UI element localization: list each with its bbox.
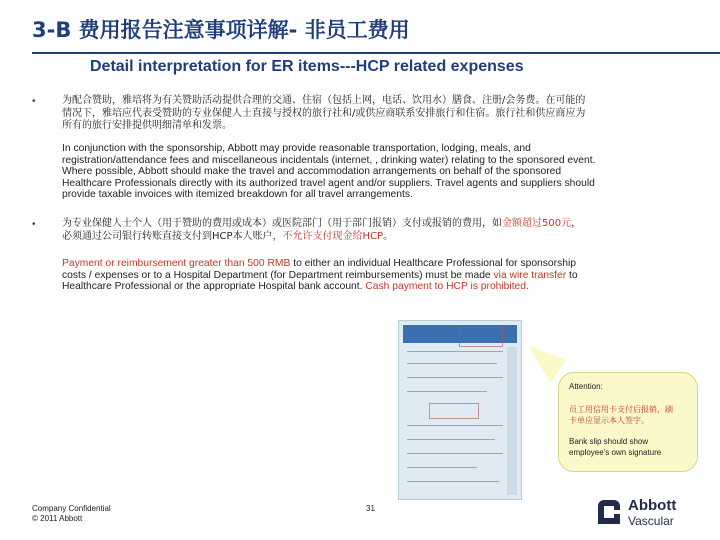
attention-callout — [558, 372, 698, 472]
en-line: In conjunction with the sponsorship, Abbott may provide reasonable transportation, lodging, meals, and — [62, 143, 531, 154]
receipt-rule — [407, 425, 503, 426]
zh-line — [62, 218, 702, 231]
bullet-marker: • — [32, 219, 36, 230]
abbott-vascular-logo — [596, 496, 706, 530]
abbott-logo-icon — [596, 498, 622, 526]
receipt-rule — [407, 363, 497, 364]
callout-title: Attention: — [569, 382, 603, 391]
logo-division: Vascular — [628, 514, 674, 528]
callout-pointer — [518, 337, 567, 383]
en-text: to either an individual Healthcare Professional for sponsorship — [290, 258, 576, 269]
zh-text: 为专业保健人士个人（用于赞助的费用或成本）或医院部门（用于部门报销）支付或报销的费用，如 — [62, 218, 502, 229]
callout-english-note: employee's own signature — [569, 448, 662, 457]
highlight-wire-transfer: via wire transfer — [493, 269, 567, 281]
bullet-marker: • — [32, 96, 36, 107]
callout-chinese-note: 员工用信用卡支付后报销，刷 — [569, 405, 673, 414]
receipt-stamp — [429, 403, 479, 419]
footer-confidential — [32, 504, 111, 524]
bullet-2-chinese-text — [62, 218, 702, 243]
copyright-label: © 2011 Abbott — [32, 514, 83, 523]
receipt-rule — [407, 467, 477, 468]
receipt-rule — [407, 439, 495, 440]
title-divider — [32, 52, 720, 54]
bullet-1-english-text — [62, 143, 702, 201]
en-text: to — [566, 269, 578, 281]
highlight-cash-prohibited: 不允许支付现金给HCP — [282, 230, 384, 242]
highlight-payment-threshold: Payment or reimbursement greater than 500 RMB — [62, 258, 291, 269]
en-line — [62, 281, 702, 293]
zh-line: 为配合赞助，雅培将为有关赞助活动提供合理的交通、住宿（包括上网，电话、饮用水）膳食、注册/会务费。在可能的 — [62, 95, 586, 106]
en-text: Healthcare Professional or the appropriate Hospital bank account. — [62, 281, 366, 293]
page-number: 31 — [366, 504, 375, 513]
bullet-1-chinese-text — [62, 95, 702, 133]
en-line — [62, 270, 702, 282]
en-text: costs / expenses or to a Hospital Department (for Department reimbursements) must be made — [62, 269, 494, 281]
zh-text: 必须通过公司银行转账直接支付到HCP本人账户， — [62, 230, 283, 242]
callout-chinese-note: 卡单应显示本人签字。 — [569, 416, 649, 425]
zh-text: ， — [571, 218, 582, 229]
receipt-rule — [407, 481, 499, 482]
en-line: registration/attendance fees and miscellaneous incidentals (internet, , drinking water) relating to the sponsored event. — [62, 154, 596, 166]
page-subtitle: Detail interpretation for ER items---HCP related expenses — [90, 58, 524, 75]
callout-english-note: Bank slip should show — [569, 437, 649, 446]
en-line: Where possible, Abbott should make the travel and accommodation arrangements on behalf of the sponsored — [62, 166, 562, 178]
confidential-label: Company Confidential — [32, 504, 111, 513]
receipt-rule — [407, 453, 503, 454]
logo-name: Abbott — [628, 497, 677, 514]
en-line: Healthcare Professionals directly with its authorized travel agent and/or suppliers. Travel agents and suppliers should — [62, 177, 595, 189]
receipt-rule — [407, 351, 503, 352]
zh-line: 情况下，雅培应代表受赞助的专业保健人士直接与授权的旅行社和/或供应商联系安排旅行和住宿。旅行社和供应商应为 — [62, 107, 586, 119]
zh-line: 所有的旅行安排提供明细清单和发票。 — [62, 120, 232, 131]
bullet-2-english-text — [62, 258, 702, 293]
zh-text: 。 — [383, 230, 394, 242]
zh-line — [62, 231, 702, 244]
receipt-rule — [407, 391, 487, 392]
bank-slip-image — [398, 320, 522, 500]
en-line: provide taxable invoices with itemized breakdown for all travel arrangements. — [62, 189, 413, 201]
page-title: 3-B 费用报告注意事项详解- 非员工费用 — [32, 18, 410, 42]
receipt-stamp — [459, 327, 503, 347]
receipt-perforation — [507, 347, 517, 495]
highlight-cash-payment-prohibited: Cash payment to HCP is prohibited. — [365, 281, 529, 293]
receipt-rule — [407, 377, 503, 378]
en-line — [62, 258, 702, 270]
highlight-amount: 金额超过500元 — [502, 218, 572, 229]
